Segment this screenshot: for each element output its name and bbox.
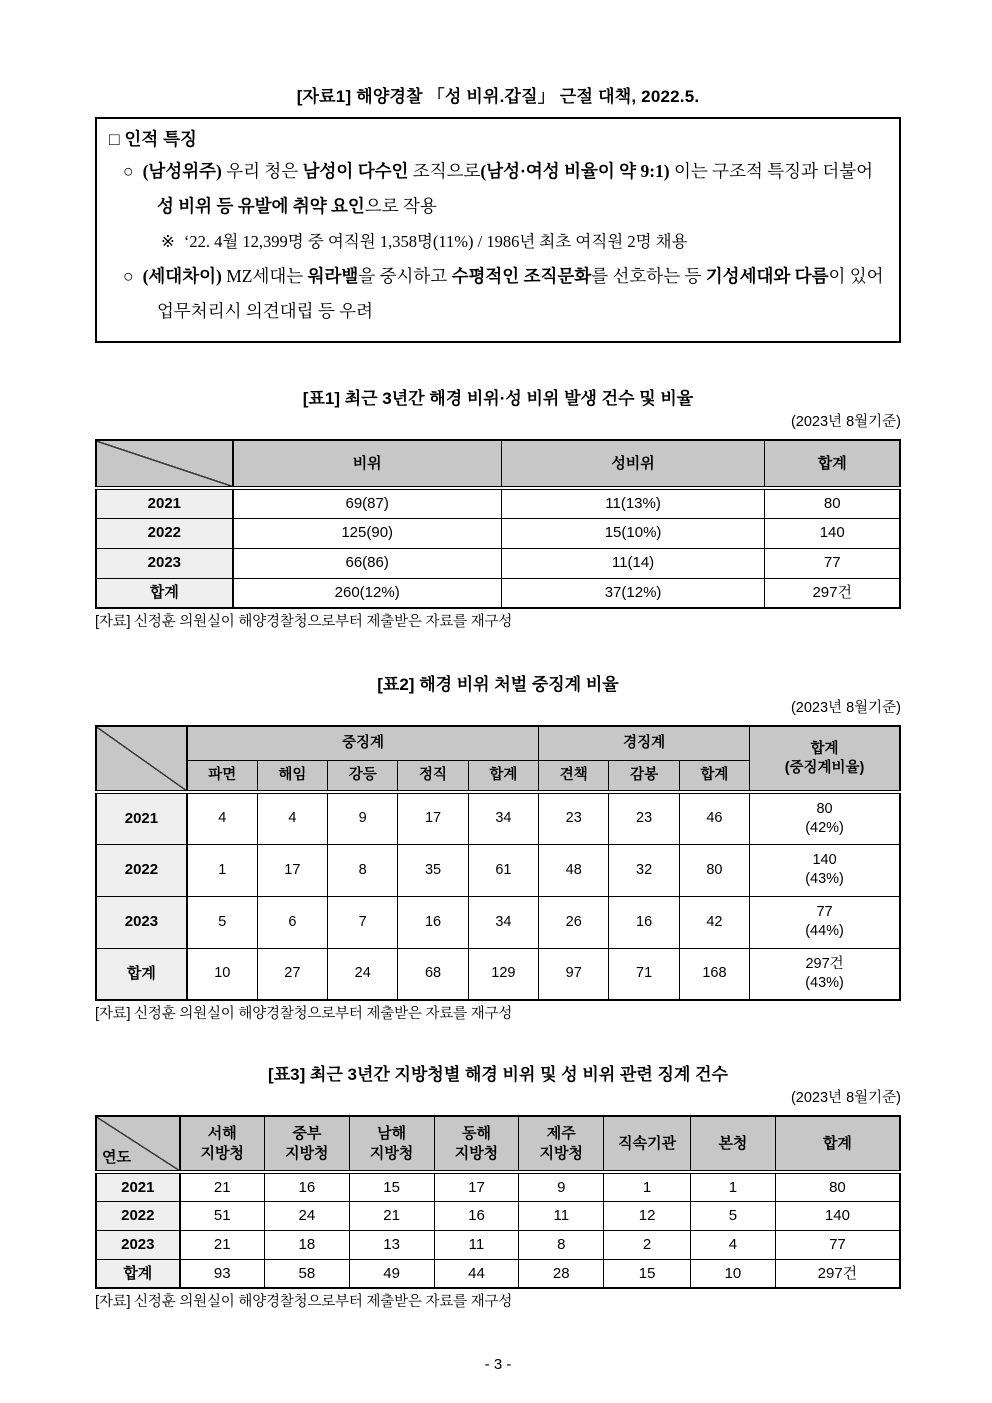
row-header: 2022	[96, 518, 233, 548]
table1-source-note: [자료] 신정훈 의원실이 해양경찰청으로부터 제출받은 자료를 재구성	[95, 614, 513, 630]
header-row	[96, 726, 900, 760]
data-cell: 16	[398, 896, 468, 948]
data-cell: 77	[775, 1230, 900, 1259]
data-cell: 11	[519, 1201, 604, 1230]
info-text-segment: 조직으로	[408, 161, 481, 181]
data-cell: 21	[180, 1172, 265, 1201]
column-header: 합계	[775, 1116, 900, 1172]
table-header	[96, 726, 900, 792]
table2-source-note: [자료] 신정훈 의원실이 해양경찰청으로부터 제출받은 자료를 재구성	[95, 1006, 513, 1022]
column-header: 합계	[765, 440, 900, 488]
data-cell: 23	[609, 792, 679, 844]
data-cell: 34	[468, 792, 538, 844]
corner-diagonal-cell	[96, 440, 233, 488]
data-cell: 10	[187, 948, 257, 1000]
row-header: 2023	[96, 1230, 180, 1259]
data-cell: 18	[264, 1230, 349, 1259]
table-row	[96, 1172, 900, 1201]
data-cell: 58	[264, 1259, 349, 1288]
data-cell: 11(14)	[501, 548, 765, 578]
data-cell: 71	[609, 948, 679, 1000]
info-text-segment: 을 중시하고	[358, 266, 452, 286]
data-cell: 12	[604, 1201, 691, 1230]
info-box	[95, 117, 901, 343]
data-cell: 9	[519, 1172, 604, 1201]
data-cell: 16	[609, 896, 679, 948]
data-cell: 24	[328, 948, 398, 1000]
data-cell: 297건 (43%)	[750, 948, 900, 1000]
column-header: 중징계	[187, 726, 539, 760]
info-text-segment: (세대차이)	[142, 266, 227, 286]
data-cell: 23	[539, 792, 609, 844]
table3-source-note: [자료] 신정훈 의원실이 해양경찰청으로부터 제출받은 자료를 재구성	[95, 1294, 513, 1310]
data-cell: 9	[328, 792, 398, 844]
info-text-segment: 성 비위 등 유발에 취약 요인	[157, 196, 365, 216]
data-cell: 140	[775, 1201, 900, 1230]
data-cell: 80	[679, 844, 749, 896]
info-text-segment: 워라밸	[307, 266, 359, 286]
column-header: 서해 지방청	[180, 1116, 265, 1172]
data-cell: 168	[679, 948, 749, 1000]
data-cell: 80	[765, 488, 900, 518]
row-header: 합계	[96, 948, 187, 1000]
data-cell: 51	[180, 1201, 265, 1230]
data-cell: 11	[434, 1230, 519, 1259]
table-row	[96, 488, 900, 518]
table2-title: [표2] 해경 비위 처벌 중징계 비율	[377, 675, 619, 694]
data-cell: 21	[180, 1230, 265, 1259]
table2-date-note: (2023년 8월기준)	[790, 700, 901, 716]
column-header: 본청	[691, 1116, 776, 1172]
row-header: 2021	[96, 1172, 180, 1201]
info-bullet-item	[109, 259, 887, 329]
data-cell: 61	[468, 844, 538, 896]
column-header: 제주 지방청	[519, 1116, 604, 1172]
column-header: 남해 지방청	[349, 1116, 434, 1172]
data-cell: 27	[257, 948, 327, 1000]
data-cell: 4	[257, 792, 327, 844]
data-cell: 46	[679, 792, 749, 844]
table2-section	[95, 674, 901, 1024]
row-header: 2023	[96, 548, 233, 578]
column-header: 합계	[679, 760, 749, 792]
info-text-segment: 를 선호하는 등	[591, 266, 706, 286]
table-row	[96, 948, 900, 1000]
table-row	[96, 578, 900, 608]
row-header: 2023	[96, 896, 187, 948]
info-bullet-item	[109, 154, 887, 224]
table-row	[96, 792, 900, 844]
info-text-segment: (남성·여성 비율이 약 9:1)	[480, 161, 670, 181]
data-cell: 1	[604, 1172, 691, 1201]
row-header: 합계	[96, 578, 233, 608]
corner-diagonal-cell	[96, 726, 187, 792]
data-cell: 125(90)	[233, 518, 502, 548]
row-header: 2021	[96, 792, 187, 844]
data-cell: 93	[180, 1259, 265, 1288]
reference-mark-icon: ※	[161, 232, 175, 251]
data-cell: 66(86)	[233, 548, 502, 578]
column-header: 직속기관	[604, 1116, 691, 1172]
row-header: 2022	[96, 1201, 180, 1230]
data-cell: 260(12%)	[233, 578, 502, 608]
data-cell: 17	[434, 1172, 519, 1201]
table-header	[96, 1116, 900, 1172]
table-row	[96, 1230, 900, 1259]
data-cell: 24	[264, 1201, 349, 1230]
column-header: 비위	[233, 440, 502, 488]
data-cell: 5	[187, 896, 257, 948]
data-cell: 7	[328, 896, 398, 948]
column-header: 감봉	[609, 760, 679, 792]
column-header: 해임	[257, 760, 327, 792]
data-cell: 2	[604, 1230, 691, 1259]
data-cell: 297건	[775, 1259, 900, 1288]
table1-date-note: (2023년 8월기준)	[790, 414, 901, 430]
table-row	[96, 844, 900, 896]
column-header: 파면	[187, 760, 257, 792]
info-box-items	[109, 154, 887, 329]
info-text-segment: 우리 청은	[226, 161, 303, 181]
data-cell: 49	[349, 1259, 434, 1288]
table3-title: [표3] 최근 3년간 지방청별 해경 비위 및 성 비위 관련 징계 건수	[268, 1065, 728, 1084]
data-cell: 4	[187, 792, 257, 844]
data-cell: 97	[539, 948, 609, 1000]
column-header: 합계	[468, 760, 538, 792]
data-cell: 297건	[765, 578, 900, 608]
info-text-segment: (남성위주)	[142, 161, 227, 181]
data-cell: 80 (42%)	[750, 792, 900, 844]
data-cell: 13	[349, 1230, 434, 1259]
row-header: 2022	[96, 844, 187, 896]
data-cell: 15	[349, 1172, 434, 1201]
data-cell: 80	[775, 1172, 900, 1201]
data-cell: 6	[257, 896, 327, 948]
data-cell: 68	[398, 948, 468, 1000]
table-row	[96, 518, 900, 548]
row-header: 2021	[96, 488, 233, 518]
data-cell: 11(13%)	[501, 488, 765, 518]
info-text-segment: ‘22. 4월 12,399명 중 여직원 1,358명(11%) / 1986년 최초 여직원 2명 채용	[183, 232, 688, 251]
data-cell: 1	[691, 1172, 776, 1201]
table-body	[96, 1172, 900, 1288]
circle-bullet-icon: ○	[123, 266, 134, 286]
table-body	[96, 792, 900, 1000]
data-cell: 35	[398, 844, 468, 896]
corner-label: 연도	[102, 1148, 131, 1166]
data-cell: 8	[328, 844, 398, 896]
table1	[95, 439, 901, 609]
data-cell: 42	[679, 896, 749, 948]
page-number: - 3 -	[484, 1356, 512, 1373]
column-header: 경징계	[539, 726, 750, 760]
table1-section	[95, 388, 901, 632]
document-title: [자료1] 해양경찰 「성 비위.갑질」 근절 대책, 2022.5.	[296, 87, 700, 106]
data-cell: 37(12%)	[501, 578, 765, 608]
table2	[95, 725, 901, 1001]
table-row	[96, 1201, 900, 1230]
table-row	[96, 1259, 900, 1288]
header-row	[96, 1116, 900, 1172]
data-cell: 77 (44%)	[750, 896, 900, 948]
data-cell: 16	[264, 1172, 349, 1201]
data-cell: 26	[539, 896, 609, 948]
info-text-segment: 수평적인 조직문화	[451, 266, 592, 286]
corner-diagonal-cell	[96, 1116, 180, 1172]
data-cell: 34	[468, 896, 538, 948]
data-cell: 10	[691, 1259, 776, 1288]
table3-date-note: (2023년 8월기준)	[790, 1090, 901, 1106]
data-cell: 44	[434, 1259, 519, 1288]
table-row	[96, 548, 900, 578]
column-header: 중부 지방청	[264, 1116, 349, 1172]
info-box-heading: □ 인적 특징	[109, 129, 197, 149]
data-cell: 17	[257, 844, 327, 896]
info-text-segment: 남성이 다수인	[302, 161, 409, 181]
data-cell: 140 (43%)	[750, 844, 900, 896]
data-cell: 16	[434, 1201, 519, 1230]
header-row	[96, 440, 900, 488]
table3-section	[95, 1064, 901, 1312]
data-cell: 28	[519, 1259, 604, 1288]
data-cell: 8	[519, 1230, 604, 1259]
column-header: 정직	[398, 760, 468, 792]
data-cell: 1	[187, 844, 257, 896]
info-text-segment: 기성세대와 다름	[705, 266, 829, 286]
column-header: 성비위	[501, 440, 765, 488]
document-content	[95, 0, 901, 1373]
data-cell: 77	[765, 548, 900, 578]
data-cell: 15(10%)	[501, 518, 765, 548]
info-text-segment: 이는 구조적 특징과 더불어	[669, 161, 874, 181]
data-cell: 140	[765, 518, 900, 548]
info-text-segment: 이 있어 업무처리시 의견대립 등 우려	[157, 266, 884, 321]
circle-bullet-icon: ○	[123, 161, 134, 181]
column-header: 견책	[539, 760, 609, 792]
data-cell: 129	[468, 948, 538, 1000]
info-reference-note	[109, 224, 887, 259]
table3	[95, 1115, 901, 1289]
table-row	[96, 896, 900, 948]
table1-title: [표1] 최근 3년간 해경 비위·성 비위 발생 건수 및 비율	[302, 389, 694, 408]
data-cell: 21	[349, 1201, 434, 1230]
table-header	[96, 440, 900, 488]
column-header: 강등	[328, 760, 398, 792]
table-body	[96, 488, 900, 608]
data-cell: 32	[609, 844, 679, 896]
data-cell: 48	[539, 844, 609, 896]
info-text-segment: 으로 작용	[364, 196, 437, 216]
column-header: 합계 (중징계비율)	[750, 726, 900, 792]
row-header: 합계	[96, 1259, 180, 1288]
data-cell: 17	[398, 792, 468, 844]
info-text-segment: MZ세대는	[226, 266, 308, 286]
column-header: 동해 지방청	[434, 1116, 519, 1172]
data-cell: 5	[691, 1201, 776, 1230]
data-cell: 4	[691, 1230, 776, 1259]
data-cell: 69(87)	[233, 488, 502, 518]
data-cell: 15	[604, 1259, 691, 1288]
